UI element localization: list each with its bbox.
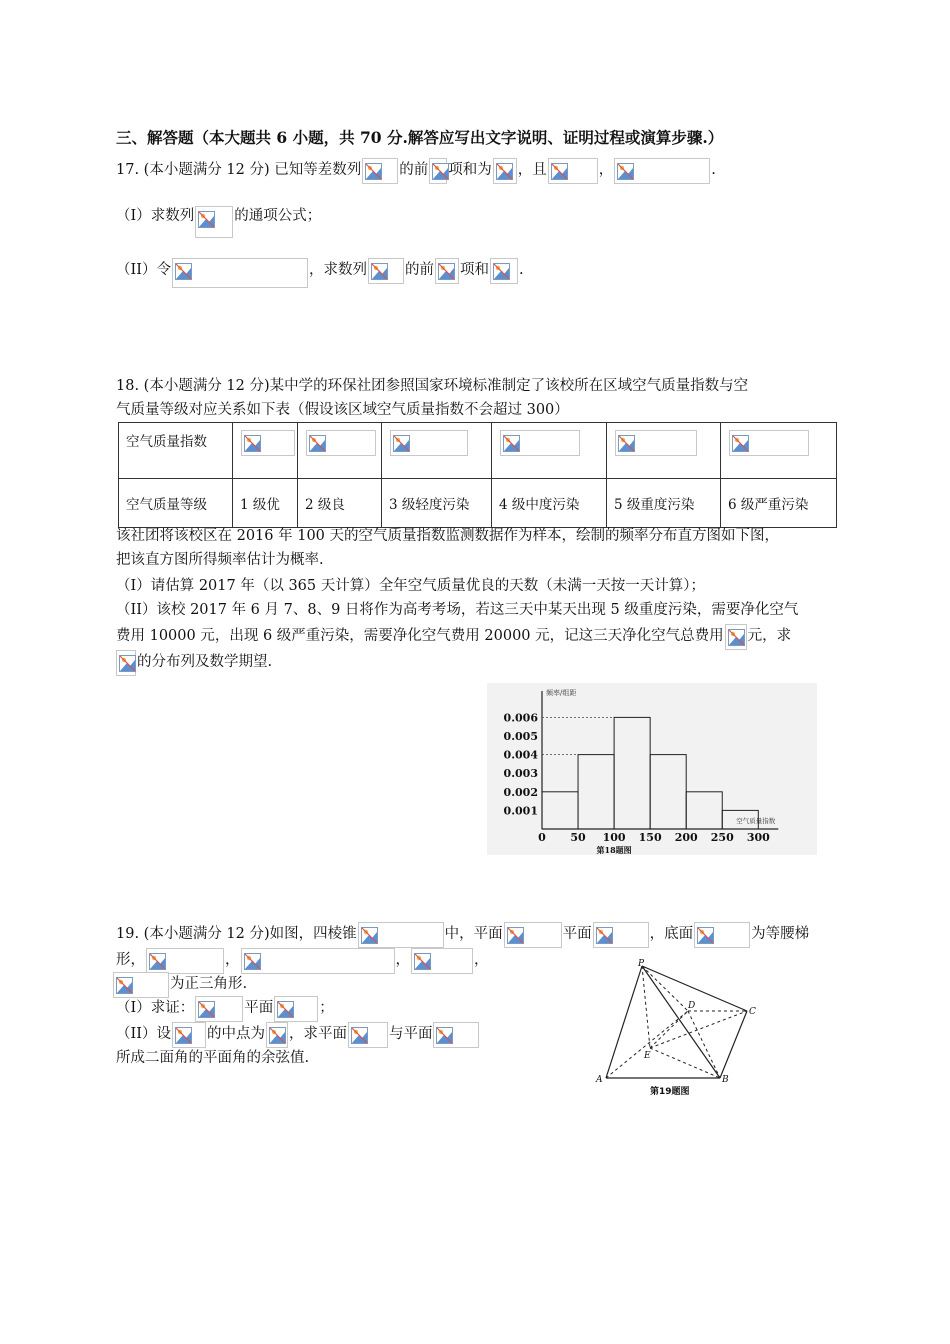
- formula-image-placeholder: [362, 158, 398, 184]
- broken-image-icon: [438, 263, 455, 280]
- formula-image-placeholder: [493, 158, 517, 184]
- broken-image-icon: [309, 435, 326, 452]
- q19-l2-text-a: 形，: [116, 952, 145, 968]
- y-tick-label: 0.004: [503, 748, 538, 762]
- y-tick-label: 0.003: [503, 767, 538, 781]
- broken-image-icon: [551, 163, 568, 180]
- q19-l4-text-a: （I）求证：: [116, 1000, 195, 1016]
- y-tick-label: 0.002: [503, 785, 538, 799]
- section-title: 三、解答题（本大题共 6 小题，共 70 分.解答应写出文字说明、证明过程或演算步骤.）: [116, 128, 724, 147]
- formula-image-placeholder: [725, 624, 747, 650]
- q18-line2: 气质量等级对应关系如下表（假设该区域空气质量指数不会超过 300）: [116, 402, 569, 418]
- q19-l2-text-c: ，: [395, 952, 410, 968]
- broken-image-icon: [277, 1001, 294, 1018]
- formula-image-placeholder: [195, 206, 233, 238]
- frequency-histogram: [487, 683, 817, 855]
- q17-text-c: 项和为: [448, 162, 492, 178]
- broken-image-icon: [393, 435, 410, 452]
- q17-part1: [116, 206, 321, 238]
- y-tick-label: 0.001: [503, 804, 538, 818]
- histogram-bar: [614, 717, 650, 829]
- broken-image-icon: [436, 1027, 453, 1044]
- table-cell: 2 级良: [298, 479, 382, 528]
- q17-p2-text-d: 项和: [459, 262, 489, 278]
- q18-line3: 该社团将该校区在 2016 年 100 天的空气质量指数监测数据作为样本，绘制的频率分布直方图如下图，: [116, 528, 780, 544]
- broken-image-icon: [244, 435, 261, 452]
- formula-image-placeholder: [435, 258, 459, 284]
- formula-image-placeholder: [368, 258, 404, 284]
- broken-image-icon: [351, 1027, 368, 1044]
- broken-image-icon: [198, 211, 215, 228]
- formula-image-placeholder: [615, 430, 697, 456]
- broken-image-icon: [414, 953, 431, 970]
- formula-image-placeholder: [390, 430, 468, 456]
- formula-image-placeholder: [411, 948, 473, 974]
- x-tick-label: 250: [710, 831, 734, 844]
- q17-text-b: 的前: [399, 162, 429, 178]
- histogram-bar: [578, 755, 614, 829]
- formula-image-placeholder: [433, 1022, 479, 1048]
- figure-caption: 第19题图: [650, 1087, 690, 1097]
- edge-DB: [688, 1011, 720, 1078]
- formula-image-placeholder: [694, 922, 750, 948]
- formula-image-placeholder: [504, 922, 562, 948]
- formula-image-placeholder: [348, 1022, 388, 1048]
- q19-l4-text-b: 平面: [244, 1000, 274, 1016]
- histogram-bar: [686, 792, 722, 829]
- q19-l1-text-b: 中，平面: [444, 926, 503, 942]
- table-cell-label: 空气质量指数: [119, 423, 233, 479]
- q17-p1-text-a: （I）求数列: [116, 208, 195, 224]
- broken-image-icon: [175, 263, 192, 280]
- q19-l5-text-a: （II）设: [116, 1026, 171, 1042]
- q18-line5: （I）请估算 2017 年（以 365 天计算）全年空气质量优良的天数（未满一天按一天计算）；: [116, 578, 705, 594]
- broken-image-icon: [432, 163, 449, 180]
- x-tick-label: 0: [538, 831, 546, 844]
- formula-image-placeholder: [548, 158, 598, 184]
- table-cell: [492, 423, 607, 479]
- table-cell: [233, 423, 298, 479]
- table-cell: 4 级中度污染: [492, 479, 607, 528]
- q19-l2-text-d: ，: [474, 952, 489, 968]
- q17-part2: [116, 258, 524, 288]
- q19-l5-text-c: ，求平面: [288, 1026, 347, 1042]
- broken-image-icon: [732, 435, 749, 452]
- q19-l2-text-b: ，: [225, 952, 240, 968]
- formula-image-placeholder: [306, 430, 376, 456]
- edge-EC: [650, 1011, 747, 1048]
- formula-image-placeholder: [274, 996, 318, 1022]
- point-label: A: [596, 1075, 603, 1085]
- q17-text-end: .: [711, 162, 716, 178]
- q19-l5-text-b: 的中点为: [206, 1026, 265, 1042]
- q17-p2-text-c: 的前: [404, 262, 434, 278]
- table-cell: 1 级优: [233, 479, 298, 528]
- histogram-bar: [542, 792, 578, 829]
- q17-text-e: ，: [598, 162, 614, 178]
- point-label: D: [688, 1001, 696, 1011]
- q17-p2-text-end: .: [518, 262, 524, 278]
- broken-image-icon: [371, 263, 388, 280]
- broken-image-icon: [269, 1027, 286, 1044]
- formula-image-placeholder: [241, 430, 295, 456]
- formula-image-placeholder: [500, 430, 580, 456]
- q18-line8-text: 的分布列及数学期望.: [137, 654, 273, 670]
- q17-stem: [116, 158, 716, 184]
- point-label: E: [644, 1051, 651, 1061]
- q19-l1-text-a: 19. (本小题满分 12 分)如图，四棱锥: [116, 926, 357, 942]
- x-tick-label: 150: [638, 831, 662, 844]
- x-tick-label: 200: [674, 831, 698, 844]
- formula-image-placeholder: [116, 650, 136, 676]
- broken-image-icon: [618, 435, 635, 452]
- broken-image-icon: [365, 163, 382, 180]
- y-tick-label: 0.006: [503, 711, 538, 725]
- table-cell: [721, 423, 837, 479]
- formula-image-placeholder: [490, 258, 518, 284]
- pyramid-figure: [580, 958, 780, 1098]
- broken-image-icon: [596, 927, 613, 944]
- broken-image-icon: [149, 953, 166, 970]
- edge-ED: [650, 1011, 688, 1048]
- table-cell: [607, 423, 721, 479]
- x-tick-label: 50: [570, 831, 586, 844]
- broken-image-icon: [697, 927, 714, 944]
- table-row: [119, 479, 837, 528]
- broken-image-icon: [617, 163, 634, 180]
- edge-PA: [606, 966, 642, 1078]
- x-tick-label: 100: [602, 831, 626, 844]
- broken-image-icon: [244, 953, 261, 970]
- q19-l1-text-d: ，底面: [649, 926, 694, 942]
- q17-text-d: ，且: [517, 162, 547, 178]
- edge-PD: [642, 966, 688, 1011]
- formula-image-placeholder: [266, 1022, 288, 1048]
- point-label: C: [749, 1007, 756, 1017]
- broken-image-icon: [119, 655, 136, 672]
- edge-BC: [720, 1011, 747, 1078]
- formula-image-placeholder: [729, 430, 809, 456]
- formula-image-placeholder: [113, 972, 169, 998]
- q19-line2: [116, 948, 489, 974]
- q19-line3: [112, 972, 247, 998]
- q19-line5: [116, 1022, 480, 1048]
- formula-image-placeholder: [172, 258, 308, 288]
- broken-image-icon: [198, 1001, 215, 1018]
- q19-l5-text-d: 与平面: [388, 1026, 433, 1042]
- table-row: [119, 423, 837, 479]
- q18-line6: （II）该校 2017 年 6 月 7、8、9 日将作为高考考场，若这三天中某天出现 5 级重度污染，需要净化空气: [116, 602, 799, 618]
- y-axis-label: 频率/组距: [546, 689, 577, 697]
- histogram-bar: [650, 755, 686, 829]
- x-tick-label: 300: [746, 831, 770, 844]
- point-label: P: [638, 959, 645, 969]
- table-cell: [298, 423, 382, 479]
- table-cell: [382, 423, 492, 479]
- q18-line4: 把该直方图所得频率估计为概率.: [116, 552, 324, 568]
- q19-line4: [116, 996, 334, 1022]
- edge-PE: [642, 966, 650, 1048]
- broken-image-icon: [493, 263, 510, 280]
- q19-l3-text: 为正三角形.: [170, 976, 248, 992]
- q18-line8: [116, 650, 272, 676]
- y-tick-label: 0.005: [503, 730, 538, 743]
- broken-image-icon: [507, 927, 524, 944]
- formula-image-placeholder: [146, 948, 224, 974]
- chart-title: 第18题图: [596, 845, 632, 855]
- q19-l1-text-e: 为等腰梯: [751, 926, 810, 942]
- table-cell: 3 级轻度污染: [382, 479, 492, 528]
- formula-image-placeholder: [429, 158, 447, 184]
- q18-line1: 18. (本小题满分 12 分)某中学的环保社团参照国家环境标准制定了该校所在区域空气质量指数与空: [116, 378, 749, 394]
- q19-l4-text-c: ；: [319, 1000, 334, 1016]
- broken-image-icon: [496, 163, 513, 180]
- q17-p1-text-b: 的通项公式；: [234, 208, 322, 224]
- broken-image-icon: [175, 1027, 192, 1044]
- table-cell: 6 级严重污染: [721, 479, 837, 528]
- air-quality-table: [118, 422, 837, 528]
- broken-image-icon: [116, 977, 133, 994]
- point-label: B: [722, 1075, 729, 1085]
- q18-line7-text-a: 费用 10000 元，出现 6 级严重污染，需要净化空气费用 20000 元，记这三天净化空气总费用: [116, 628, 724, 644]
- formula-image-placeholder: [358, 922, 444, 948]
- broken-image-icon: [361, 927, 378, 944]
- q18-line7-text-b: 元，求: [747, 628, 792, 644]
- q17-p2-text-b: ，求数列: [308, 262, 367, 278]
- table-cell-label: 空气质量等级: [119, 479, 233, 528]
- q19-l1-text-c: 平面: [562, 926, 592, 942]
- q19-line6: 所成二面角的平面角的余弦值.: [116, 1050, 310, 1066]
- q18-line7: [116, 624, 791, 650]
- formula-image-placeholder: [241, 948, 395, 974]
- broken-image-icon: [728, 629, 745, 646]
- q19-line1: [116, 922, 809, 948]
- formula-image-placeholder: [593, 922, 649, 948]
- q17-text-a: 17. (本小题满分 12 分) 已知等差数列: [116, 162, 362, 178]
- formula-image-placeholder: [195, 996, 243, 1022]
- formula-image-placeholder: [614, 158, 710, 184]
- table-cell: 5 级重度污染: [607, 479, 721, 528]
- formula-image-placeholder: [172, 1022, 206, 1048]
- q17-p2-text-a: （II）令: [116, 262, 171, 278]
- x-axis-label: 空气质量指数: [736, 817, 776, 825]
- broken-image-icon: [503, 435, 520, 452]
